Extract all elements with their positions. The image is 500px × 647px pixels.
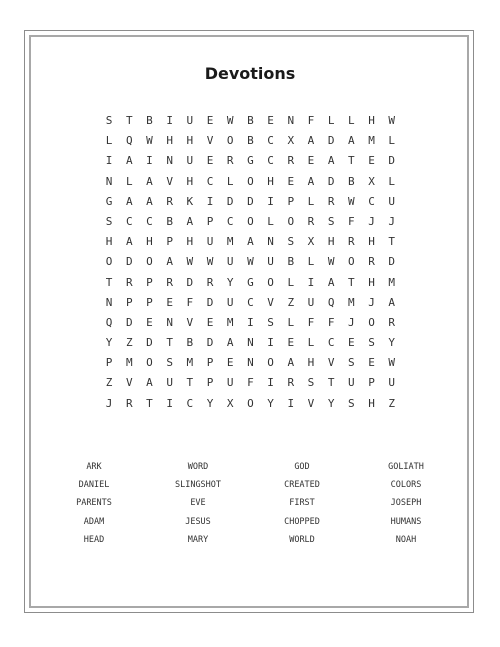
grid-letter: A: [226, 336, 234, 350]
grid-letter: T: [388, 235, 396, 249]
grid-letter: H: [186, 235, 194, 249]
grid-letter: U: [348, 376, 355, 390]
grid-letter: V: [327, 356, 335, 370]
grid-letter: Y: [388, 336, 396, 350]
puzzle-title: Devotions: [204, 64, 296, 83]
grid-letter: Q: [125, 134, 133, 148]
grid-letter: Y: [105, 336, 113, 350]
grid-letter: D: [247, 194, 254, 208]
grid-letter: F: [307, 315, 315, 329]
grid-letter: R: [388, 315, 396, 329]
grid-letter: H: [146, 235, 153, 249]
grid-letter: O: [247, 174, 254, 188]
grid-letter: L: [226, 174, 234, 188]
grid-letter: P: [287, 194, 295, 208]
grid-letter: E: [287, 174, 295, 188]
grid-letter: R: [287, 376, 295, 390]
grid-letter: O: [287, 214, 295, 228]
grid-letter: M: [125, 356, 133, 370]
grid-letter: F: [307, 114, 315, 127]
grid-letter: D: [206, 295, 214, 309]
grid-letter: U: [186, 114, 194, 127]
grid-letter: R: [166, 194, 173, 208]
grid-letter: C: [267, 134, 274, 148]
grid-letter: A: [327, 275, 335, 289]
grid-letter: F: [186, 295, 194, 309]
grid-letter: D: [327, 174, 335, 188]
grid-letter: H: [307, 356, 315, 370]
grid-letter: H: [368, 114, 375, 127]
grid-letter: S: [166, 356, 173, 370]
word-list-item: GOLIATH: [388, 462, 424, 472]
grid-letter: O: [247, 396, 254, 410]
grid-letter: J: [105, 396, 113, 410]
grid-letter: S: [348, 356, 355, 370]
grid-letter: P: [206, 214, 214, 228]
grid-letter: O: [267, 356, 274, 370]
grid-letter: N: [267, 235, 274, 249]
word-list-item: PARENTS: [76, 498, 112, 509]
grid-letter: T: [348, 275, 355, 289]
grid-letter: W: [226, 114, 234, 127]
grid-letter: U: [267, 255, 274, 269]
grid-letter: X: [307, 235, 315, 249]
grid-letter: W: [206, 255, 214, 269]
grid-letter: T: [327, 376, 335, 390]
grid-letter: A: [247, 235, 254, 249]
grid-letter: W: [146, 134, 153, 148]
grid-letter: D: [186, 275, 194, 289]
grid-letter: N: [166, 154, 173, 168]
grid-letter: M: [226, 315, 234, 329]
grid-letter: D: [388, 154, 396, 168]
grid-letter: V: [206, 134, 214, 148]
grid-letter: E: [267, 114, 274, 127]
grid-letter: V: [307, 396, 315, 410]
grid-letter: O: [348, 255, 355, 269]
grid-letter: H: [327, 235, 335, 249]
word-list-item: SLINGSHOT: [174, 480, 222, 491]
grid-letter: A: [146, 376, 153, 390]
grid-letter: I: [206, 194, 214, 208]
grid-letter: N: [105, 295, 113, 309]
grid-letter: U: [226, 255, 234, 269]
grid-letter: E: [226, 356, 234, 370]
grid-letter: E: [368, 154, 375, 168]
grid-letter: L: [348, 114, 355, 127]
grid-letter: C: [186, 396, 194, 410]
word-list-item: MARY: [187, 534, 209, 545]
grid-letter: N: [166, 315, 173, 329]
grid-letter: Z: [105, 376, 113, 390]
grid-letter: H: [186, 174, 194, 188]
grid-letter: G: [247, 275, 254, 289]
grid-letter: W: [388, 356, 396, 370]
grid-letter: A: [307, 134, 315, 148]
grid-letter: B: [247, 134, 254, 148]
grid-letter: F: [247, 376, 254, 390]
grid-letter: M: [226, 235, 234, 249]
grid-letter: V: [186, 315, 194, 329]
grid-letter: N: [247, 356, 254, 370]
grid-letter: P: [368, 376, 375, 390]
grid-letter: D: [125, 315, 133, 329]
grid-letter: L: [307, 336, 315, 350]
word-list: [42, 458, 458, 549]
grid-letter: Z: [287, 295, 295, 309]
word-list-item: HEAD: [83, 534, 105, 545]
grid-letter: U: [388, 376, 396, 390]
grid-letter: A: [348, 134, 355, 148]
grid-letter: B: [186, 336, 194, 350]
grid-letter: I: [166, 396, 173, 410]
grid-letter: O: [368, 315, 375, 329]
grid-letter: R: [125, 275, 133, 289]
grid-letter: W: [186, 255, 194, 269]
grid-letter: L: [287, 315, 295, 329]
letter-grid: [99, 111, 402, 414]
grid-letter: D: [327, 134, 335, 148]
grid-letter: I: [307, 275, 315, 289]
word-list-item: WORLD: [289, 534, 315, 545]
grid-letter: R: [287, 154, 295, 168]
grid-letter: U: [226, 376, 234, 390]
grid-letter: T: [105, 275, 113, 289]
grid-letter: W: [327, 255, 335, 269]
word-list-item: COLORS: [390, 480, 422, 491]
grid-letter: I: [267, 194, 274, 208]
grid-letter: L: [307, 255, 315, 269]
grid-letter: T: [186, 376, 194, 390]
grid-letter: H: [368, 396, 375, 410]
grid-letter: I: [166, 114, 173, 127]
grid-letter: P: [146, 275, 153, 289]
grid-letter: D: [388, 255, 396, 269]
grid-letter: H: [267, 174, 274, 188]
grid-letter: I: [146, 154, 153, 168]
grid-letter: R: [327, 194, 335, 208]
grid-letter: E: [206, 114, 214, 127]
grid-letter: L: [388, 134, 396, 148]
grid-letter: J: [368, 214, 375, 228]
grid-letter: L: [327, 114, 335, 127]
grid-letter: L: [125, 174, 133, 188]
grid-letter: W: [348, 194, 355, 208]
grid-letter: H: [368, 275, 375, 289]
grid-letter: I: [105, 154, 113, 168]
grid-letter: A: [388, 295, 396, 309]
grid-letter: S: [307, 376, 315, 390]
grid-letter: P: [206, 376, 214, 390]
grid-letter: C: [267, 154, 274, 168]
grid-letter: A: [125, 194, 133, 208]
grid-letter: I: [287, 396, 295, 410]
grid-letter: X: [287, 134, 295, 148]
grid-letter: A: [125, 154, 133, 168]
word-list-item: FIRST: [289, 498, 315, 509]
grid-letter: R: [125, 396, 133, 410]
grid-letter: T: [166, 336, 173, 350]
word-list-item: ARK: [86, 462, 102, 472]
grid-letter: R: [206, 275, 214, 289]
grid-letter: K: [186, 194, 194, 208]
grid-letter: E: [146, 315, 153, 329]
grid-letter: N: [105, 174, 113, 188]
grid-letter: C: [226, 214, 234, 228]
grid-letter: E: [368, 356, 375, 370]
grid-letter: T: [146, 396, 153, 410]
grid-letter: W: [388, 114, 396, 127]
grid-letter: B: [247, 114, 254, 127]
grid-letter: P: [146, 295, 153, 309]
grid-letter: P: [105, 356, 113, 370]
grid-letter: M: [186, 356, 194, 370]
word-list-item: EVE: [190, 498, 206, 509]
grid-letter: I: [267, 336, 274, 350]
grid-letter: A: [186, 214, 194, 228]
grid-letter: C: [247, 295, 254, 309]
word-list-item: ADAM: [83, 516, 105, 527]
grid-letter: U: [186, 154, 194, 168]
grid-letter: O: [226, 134, 234, 148]
word-list-item: NOAH: [395, 534, 417, 545]
grid-letter: Z: [388, 396, 396, 410]
grid-letter: L: [287, 275, 295, 289]
grid-letter: I: [267, 376, 274, 390]
grid-letter: F: [327, 315, 335, 329]
grid-letter: Z: [125, 336, 133, 350]
word-list-item: CREATED: [284, 480, 320, 491]
grid-letter: P: [166, 235, 173, 249]
grid-letter: S: [105, 114, 113, 127]
grid-letter: L: [388, 174, 396, 188]
grid-letter: E: [206, 154, 214, 168]
grid-letter: U: [206, 235, 214, 249]
grid-letter: Q: [105, 315, 113, 329]
grid-letter: O: [267, 275, 274, 289]
grid-letter: A: [307, 174, 315, 188]
grid-letter: M: [368, 134, 375, 148]
grid-letter: L: [267, 214, 274, 228]
grid-letter: J: [368, 295, 375, 309]
grid-letter: S: [105, 214, 113, 228]
grid-letter: N: [247, 336, 254, 350]
grid-letter: J: [348, 315, 355, 329]
grid-letter: L: [307, 194, 315, 208]
word-list-item: HUMANS: [390, 516, 422, 527]
grid-letter: T: [348, 154, 355, 168]
grid-letter: Y: [206, 396, 214, 410]
grid-letter: E: [307, 154, 315, 168]
grid-letter: Y: [226, 275, 234, 289]
grid-letter: B: [146, 114, 153, 127]
grid-letter: U: [307, 295, 315, 309]
grid-letter: T: [125, 114, 133, 127]
word-list-item: JOSEPH: [390, 498, 422, 509]
word-list-item: CHOPPED: [284, 516, 320, 527]
grid-letter: E: [287, 336, 295, 350]
grid-letter: P: [125, 295, 133, 309]
grid-letter: D: [146, 336, 153, 350]
grid-letter: M: [388, 275, 396, 289]
grid-letter: C: [125, 214, 133, 228]
word-list-item: GOD: [294, 462, 310, 472]
grid-letter: W: [247, 255, 254, 269]
grid-letter: Q: [327, 295, 335, 309]
grid-letter: S: [348, 396, 355, 410]
grid-letter: V: [166, 174, 173, 188]
grid-letter: E: [206, 315, 214, 329]
grid-letter: J: [388, 214, 396, 228]
word-list-item: DANIEL: [78, 480, 110, 491]
grid-letter: F: [348, 214, 355, 228]
grid-letter: C: [146, 214, 153, 228]
grid-letter: B: [348, 174, 355, 188]
grid-letter: Y: [267, 396, 274, 410]
grid-letter: A: [287, 356, 295, 370]
grid-letter: G: [105, 194, 113, 208]
word-list-item: JESUS: [185, 516, 211, 527]
grid-letter: Y: [327, 396, 335, 410]
grid-letter: R: [166, 275, 173, 289]
grid-letter: O: [146, 255, 153, 269]
grid-letter: D: [206, 336, 214, 350]
grid-letter: I: [247, 315, 254, 329]
grid-letter: E: [166, 295, 173, 309]
grid-letter: A: [327, 154, 335, 168]
grid-letter: M: [348, 295, 355, 309]
grid-letter: O: [247, 214, 254, 228]
grid-letter: G: [247, 154, 254, 168]
grid-letter: X: [226, 396, 234, 410]
grid-letter: H: [105, 235, 113, 249]
grid-letter: D: [125, 255, 133, 269]
grid-letter: S: [327, 214, 335, 228]
grid-letter: B: [166, 214, 173, 228]
grid-letter: V: [267, 295, 274, 309]
grid-letter: R: [307, 214, 315, 228]
grid-letter: H: [368, 235, 375, 249]
grid-letter: D: [226, 194, 234, 208]
grid-letter: C: [368, 194, 375, 208]
grid-letter: C: [327, 336, 335, 350]
grid-letter: E: [348, 336, 355, 350]
grid-letter: A: [166, 255, 173, 269]
grid-letter: H: [166, 134, 173, 148]
grid-letter: A: [125, 235, 133, 249]
grid-letter: O: [146, 356, 153, 370]
grid-letter: U: [388, 194, 396, 208]
grid-letter: H: [186, 134, 194, 148]
grid-letter: A: [146, 174, 153, 188]
grid-letter: S: [267, 315, 274, 329]
grid-letter: S: [368, 336, 375, 350]
grid-letter: R: [368, 255, 375, 269]
grid-letter: N: [287, 114, 295, 127]
grid-letter: A: [146, 194, 153, 208]
grid-letter: U: [226, 295, 234, 309]
grid-letter: U: [166, 376, 173, 390]
grid-letter: C: [206, 174, 214, 188]
grid-letter: P: [206, 356, 214, 370]
grid-letter: X: [368, 174, 375, 188]
word-list-item: WORD: [187, 462, 209, 472]
grid-letter: B: [287, 255, 295, 269]
grid-letter: O: [105, 255, 113, 269]
grid-letter: R: [348, 235, 355, 249]
grid-letter: L: [105, 134, 113, 148]
grid-letter: R: [226, 154, 234, 168]
grid-letter: S: [287, 235, 295, 249]
grid-letter: V: [125, 376, 133, 390]
